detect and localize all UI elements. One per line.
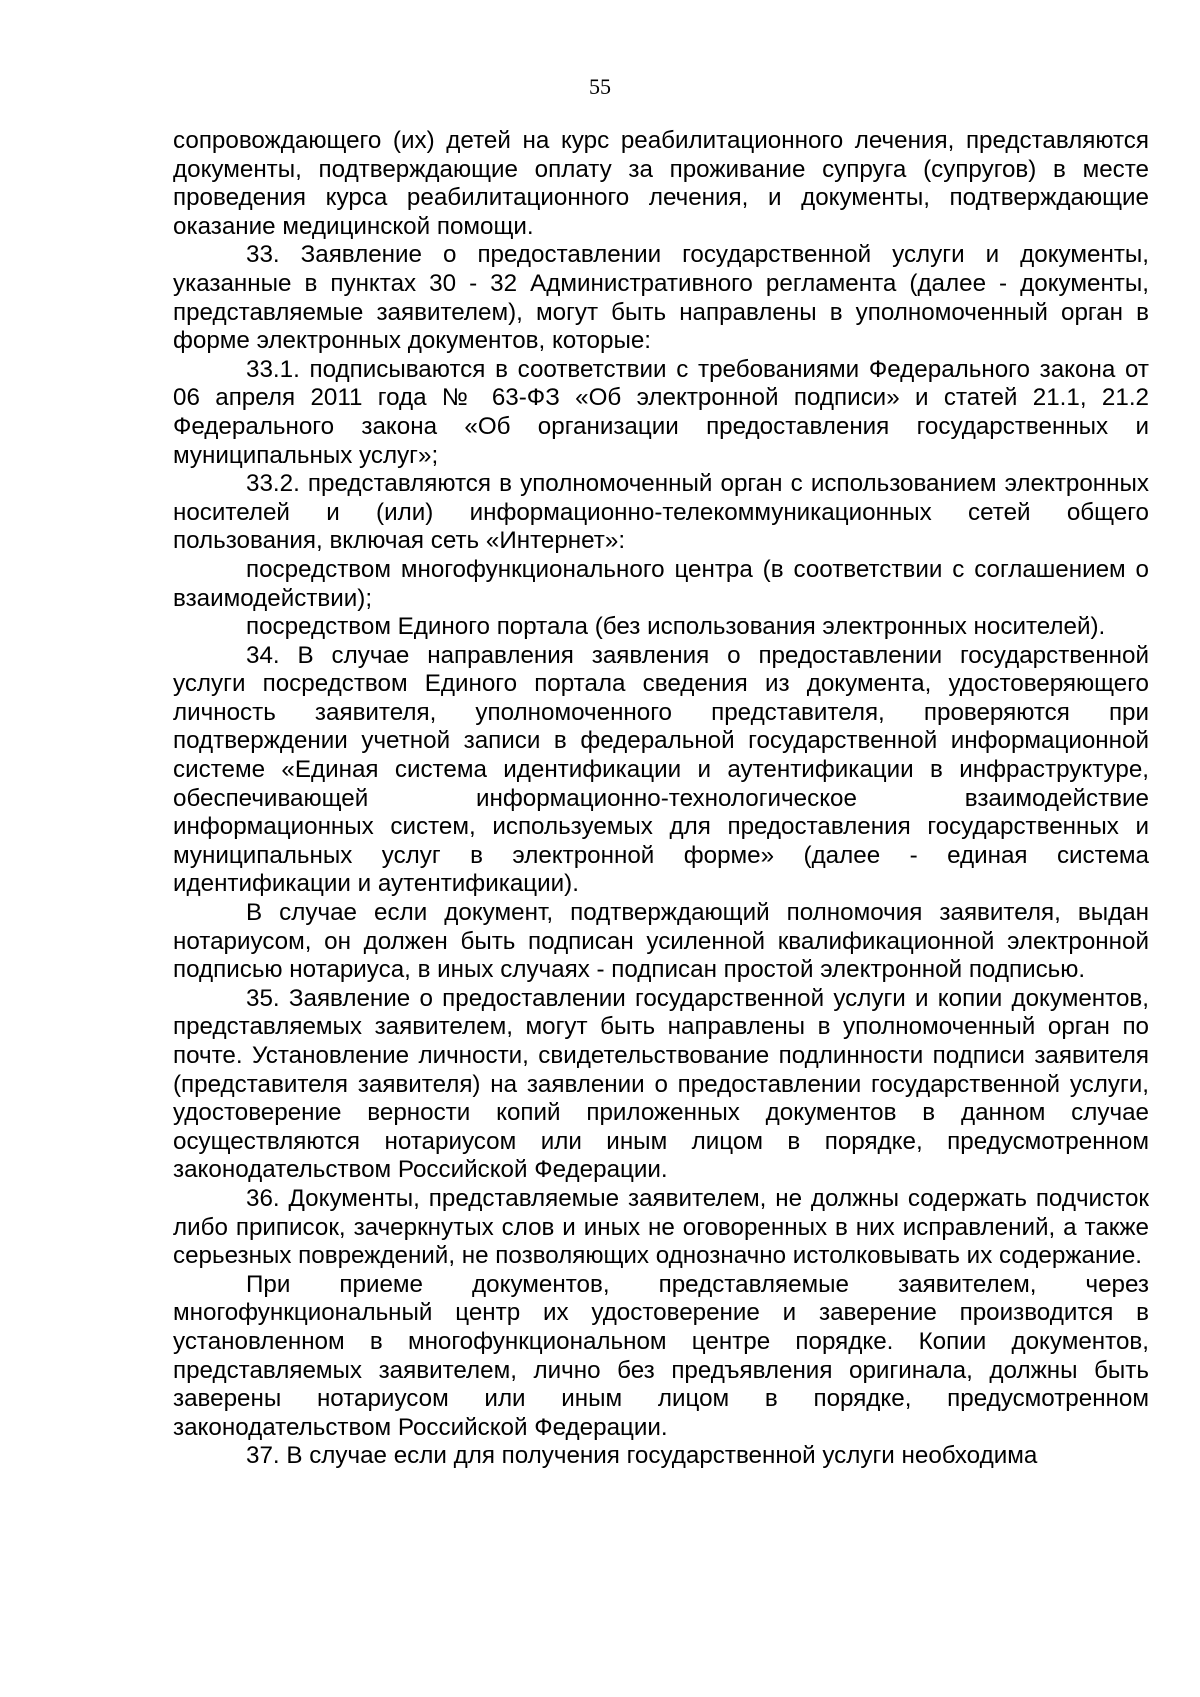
page-number: 55 [589,74,611,99]
paragraph-33-1: 33.1. подписываются в соответствии с требованиями Федерального закона от 06 апреля 2011 года № 63-ФЗ «Об электронной подписи» и статей 21.1, 21.2 Федерального закона «Об организации предоставления государственных и муниципальных услуг»; [173,355,1149,469]
paragraph-34: 34. В случае направления заявления о предоставлении государственной услуги посредством Единого портала сведения из документа, удостоверяющего личность заявителя, уполномоченного представителя, проверяются при подтверждении учетной записи в федеральной государственной информационной системе «Единая система идентификации и аутентификации в инфраструктуре, обеспечивающей информационно-технологическое взаимодействие информационных систем, используемых для предоставления государственных и муниципальных услуг в электронной форме» (далее - единая система идентификации и аутентификации). [173,641,1149,898]
paragraph-36: 36. Документы, представляемые заявителем, не должны содержать подчисток либо приписок, зачеркнутых слов и иных не оговоренных в них исправлений, а также серьезных повреждений, не позволяющих однозначно истолковывать их содержание. [173,1184,1149,1270]
paragraph-portal: посредством Единого портала (без использования электронных носителей). [246,613,1106,641]
paragraph-35: 35. Заявление о предоставлении государственной услуги и копии документов, представляемых заявителем, могут быть направлены в уполномоченный орган по почте. Установление личности, свидетельствование подлинности подписи заявителя (представителя заявителя) на заявлении о предоставлении государственной услуги, удостоверение верности копий приложенных документов в данном случае осуществляются нотариусом или иным лицом в порядке, предусмотренном законодательством Российской Федерации. [173,984,1149,1184]
paragraph-37: 37. В случае если для получения государственной услуги необходима [246,1442,1038,1470]
document-body [173,127,1149,1471]
paragraph-continuation: сопровождающего (их) детей на курс реабилитационного лечения, представляются документы, подтверждающие оплату за проживание супруга (супругов) в месте проведения курса реабилитационного лечения, и документы, подтверждающие оказание медицинской помощи. [173,127,1149,240]
paragraph-33: 33. Заявление о предоставлении государственной услуги и документы, указанные в пунктах 30 - 32 Административного регламента (далее - документы, представляемые заявителем), могут быть направлены в уполномоченный орган в форме электронных документов, которые: [173,241,1149,355]
paragraph-33-2: 33.2. представляются в уполномоченный орган с использованием электронных носителей и (или) информационно-телекоммуникационных сетей общего пользования, включая сеть «Интернет»: [173,470,1149,555]
paragraph-mfc: посредством многофункционального центра (в соответствии с соглашением о взаимодействии); [173,555,1149,612]
paragraph-36-mfc: При приеме документов, представляемые заявителем, через многофункциональный центр их удостоверение и заверение производится в установленном в многофункциональном центре порядке. Копии документов, представляемых заявителем, лично без предъявления оригинала, должны быть заверены нотариусом или иным лицом в порядке, предусмотренном законодательством Российской Федерации. [173,1270,1149,1441]
paragraph-34-notary: В случае если документ, подтверждающий полномочия заявителя, выдан нотариусом, он должен быть подписан усиленной квалификационной электронной подписью нотариуса, в иных случаях - подписан простой электронной подписью. [173,899,1149,984]
